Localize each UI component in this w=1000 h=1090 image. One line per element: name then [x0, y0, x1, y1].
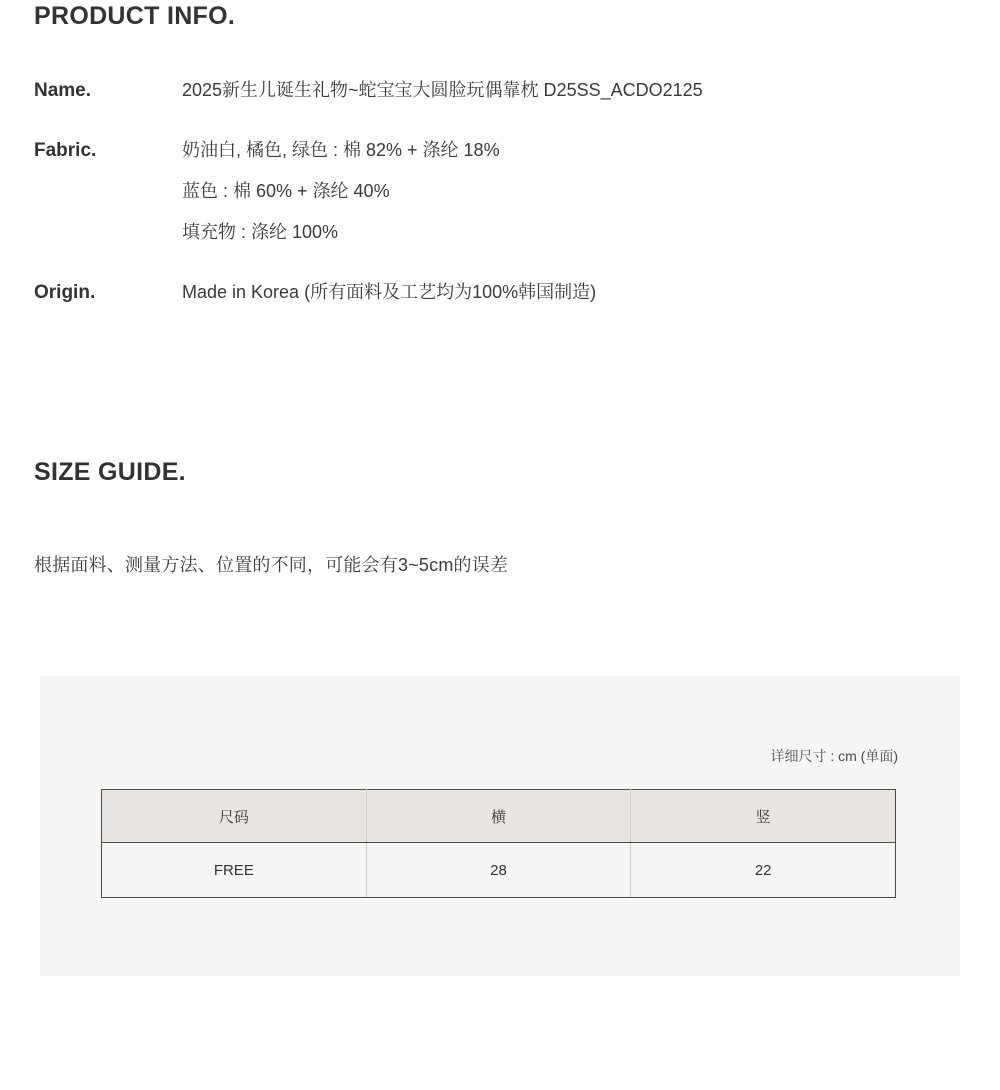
- fabric-line-2: 蓝色 : 棉 60% + 涤纶 40%: [182, 181, 390, 201]
- size-cell-width: 28: [366, 843, 631, 898]
- size-guide-title: SIZE GUIDE.: [34, 458, 186, 486]
- product-info-table: [34, 70, 954, 313]
- info-label-origin: Origin.: [34, 282, 96, 303]
- info-label-fabric: Fabric.: [34, 140, 97, 161]
- spacer-cell-left-2: [34, 253, 182, 272]
- info-row-spacer: [34, 111, 954, 130]
- size-table: [101, 789, 896, 898]
- info-value-origin: Made in Korea (所有面料及工艺均为100%韩国制造): [182, 282, 597, 302]
- size-table-header-row: [102, 790, 896, 843]
- fabric-line-3: 填充物 : 涤纶 100%: [182, 222, 339, 242]
- size-table-panel: [40, 676, 960, 976]
- info-label-name: Name.: [34, 80, 92, 101]
- info-row-name: [34, 70, 954, 111]
- spacer-cell-right-2: [182, 253, 954, 272]
- info-value-fabric: [182, 130, 954, 253]
- size-column-header-height: 竖: [631, 790, 896, 843]
- spacer-cell-left: [34, 111, 182, 130]
- product-info-title: PRODUCT INFO.: [34, 2, 236, 30]
- fabric-line-1: 奶油白, 橘色, 绿色 : 棉 82% + 涤纶 18%: [182, 140, 500, 160]
- spacer-cell-right: [182, 111, 954, 130]
- size-cell-height: 22: [631, 843, 896, 898]
- info-value-name: 2025新生儿诞生礼物~蛇宝宝大圆脸玩偶靠枕 D25SS_ACDO2125: [182, 80, 703, 100]
- size-cell-size: FREE: [102, 843, 367, 898]
- table-row: [102, 843, 896, 898]
- info-row-origin: [34, 272, 954, 313]
- size-unit-label: 详细尺寸 : cm (单面): [770, 748, 898, 764]
- size-column-header-size: 尺码: [102, 790, 367, 843]
- info-row-fabric: [34, 130, 954, 253]
- size-guide-note: 根据面料、测量方法、位置的不同，可能会有3~5cm的误差: [34, 555, 509, 575]
- info-row-spacer-2: [34, 253, 954, 272]
- size-column-header-width: 横: [366, 790, 631, 843]
